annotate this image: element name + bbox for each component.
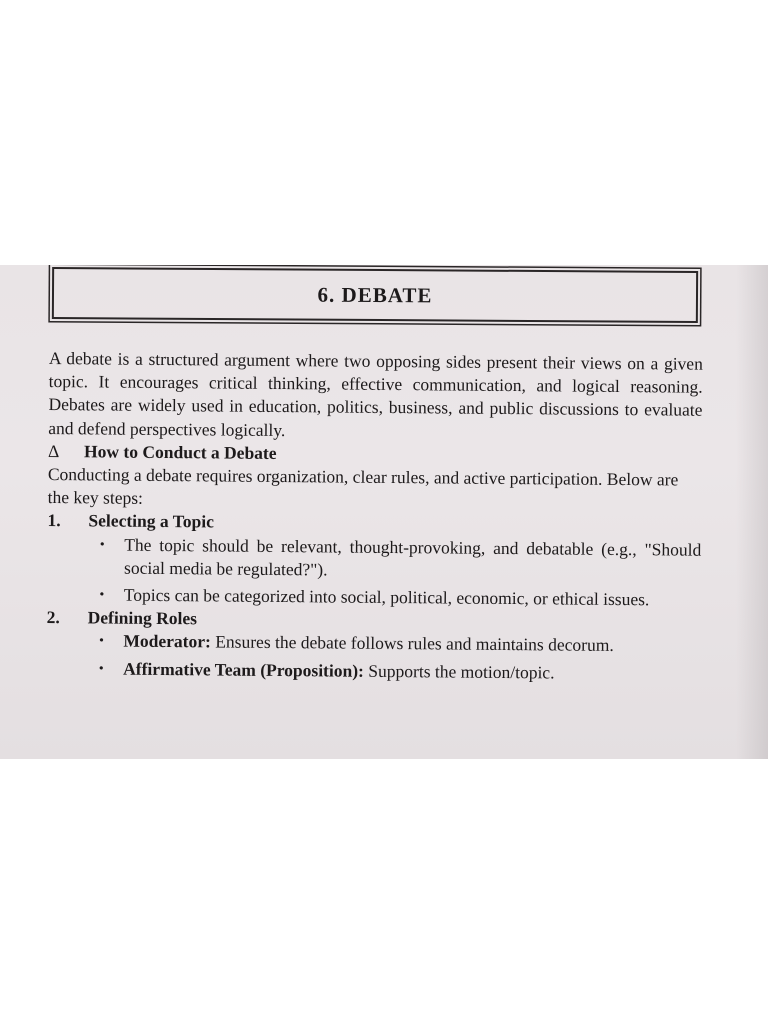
role-term: Moderator: bbox=[123, 631, 211, 652]
intro-paragraph: A debate is a structured argument where two opposing sides present their views on a given topic. It encourages critical thinking, effective communication, and logical reasoning. Debates are widely used in education, politics, business, and public discussions to evaluate and defend perspectives logically. bbox=[48, 347, 703, 440]
role-description: Supports the motion/topic. bbox=[368, 660, 555, 683]
list-item-text: Topics can be categorized into social, political, economic, or ethical issues. bbox=[123, 584, 650, 610]
list-item-text bbox=[123, 657, 700, 685]
step-number: 2. bbox=[46, 607, 60, 628]
chapter-title: 6. DEBATE bbox=[317, 282, 433, 307]
delta-symbol: Δ bbox=[48, 440, 60, 461]
list-item bbox=[80, 533, 701, 585]
role-term: Affirmative Team (Proposition): bbox=[123, 658, 365, 681]
section-heading-text: How to Conduct a Debate bbox=[84, 441, 277, 463]
bullet-icon: • bbox=[98, 633, 104, 649]
bullet-icon: • bbox=[99, 537, 105, 553]
bullet-icon: • bbox=[98, 661, 104, 677]
list-item bbox=[79, 657, 700, 686]
chapter-title-box bbox=[52, 267, 698, 323]
step-title: Defining Roles bbox=[87, 607, 198, 629]
list-item-text: The topic should be relevant, thought-provoking, and debatable (e.g., "Should social media be regulated?"). bbox=[123, 534, 702, 580]
step-number: 1. bbox=[47, 510, 61, 531]
bullet-icon: • bbox=[99, 587, 105, 603]
step-title: Selecting a Topic bbox=[88, 510, 215, 532]
section-intro-text: Conducting a debate requires organization, clear rules, and active participation. Below are the key steps: bbox=[47, 464, 679, 509]
page-content bbox=[46, 347, 703, 686]
role-description: Ensures the debate follows rules and maintains decorum. bbox=[215, 631, 614, 656]
book-page-photo bbox=[0, 265, 768, 759]
